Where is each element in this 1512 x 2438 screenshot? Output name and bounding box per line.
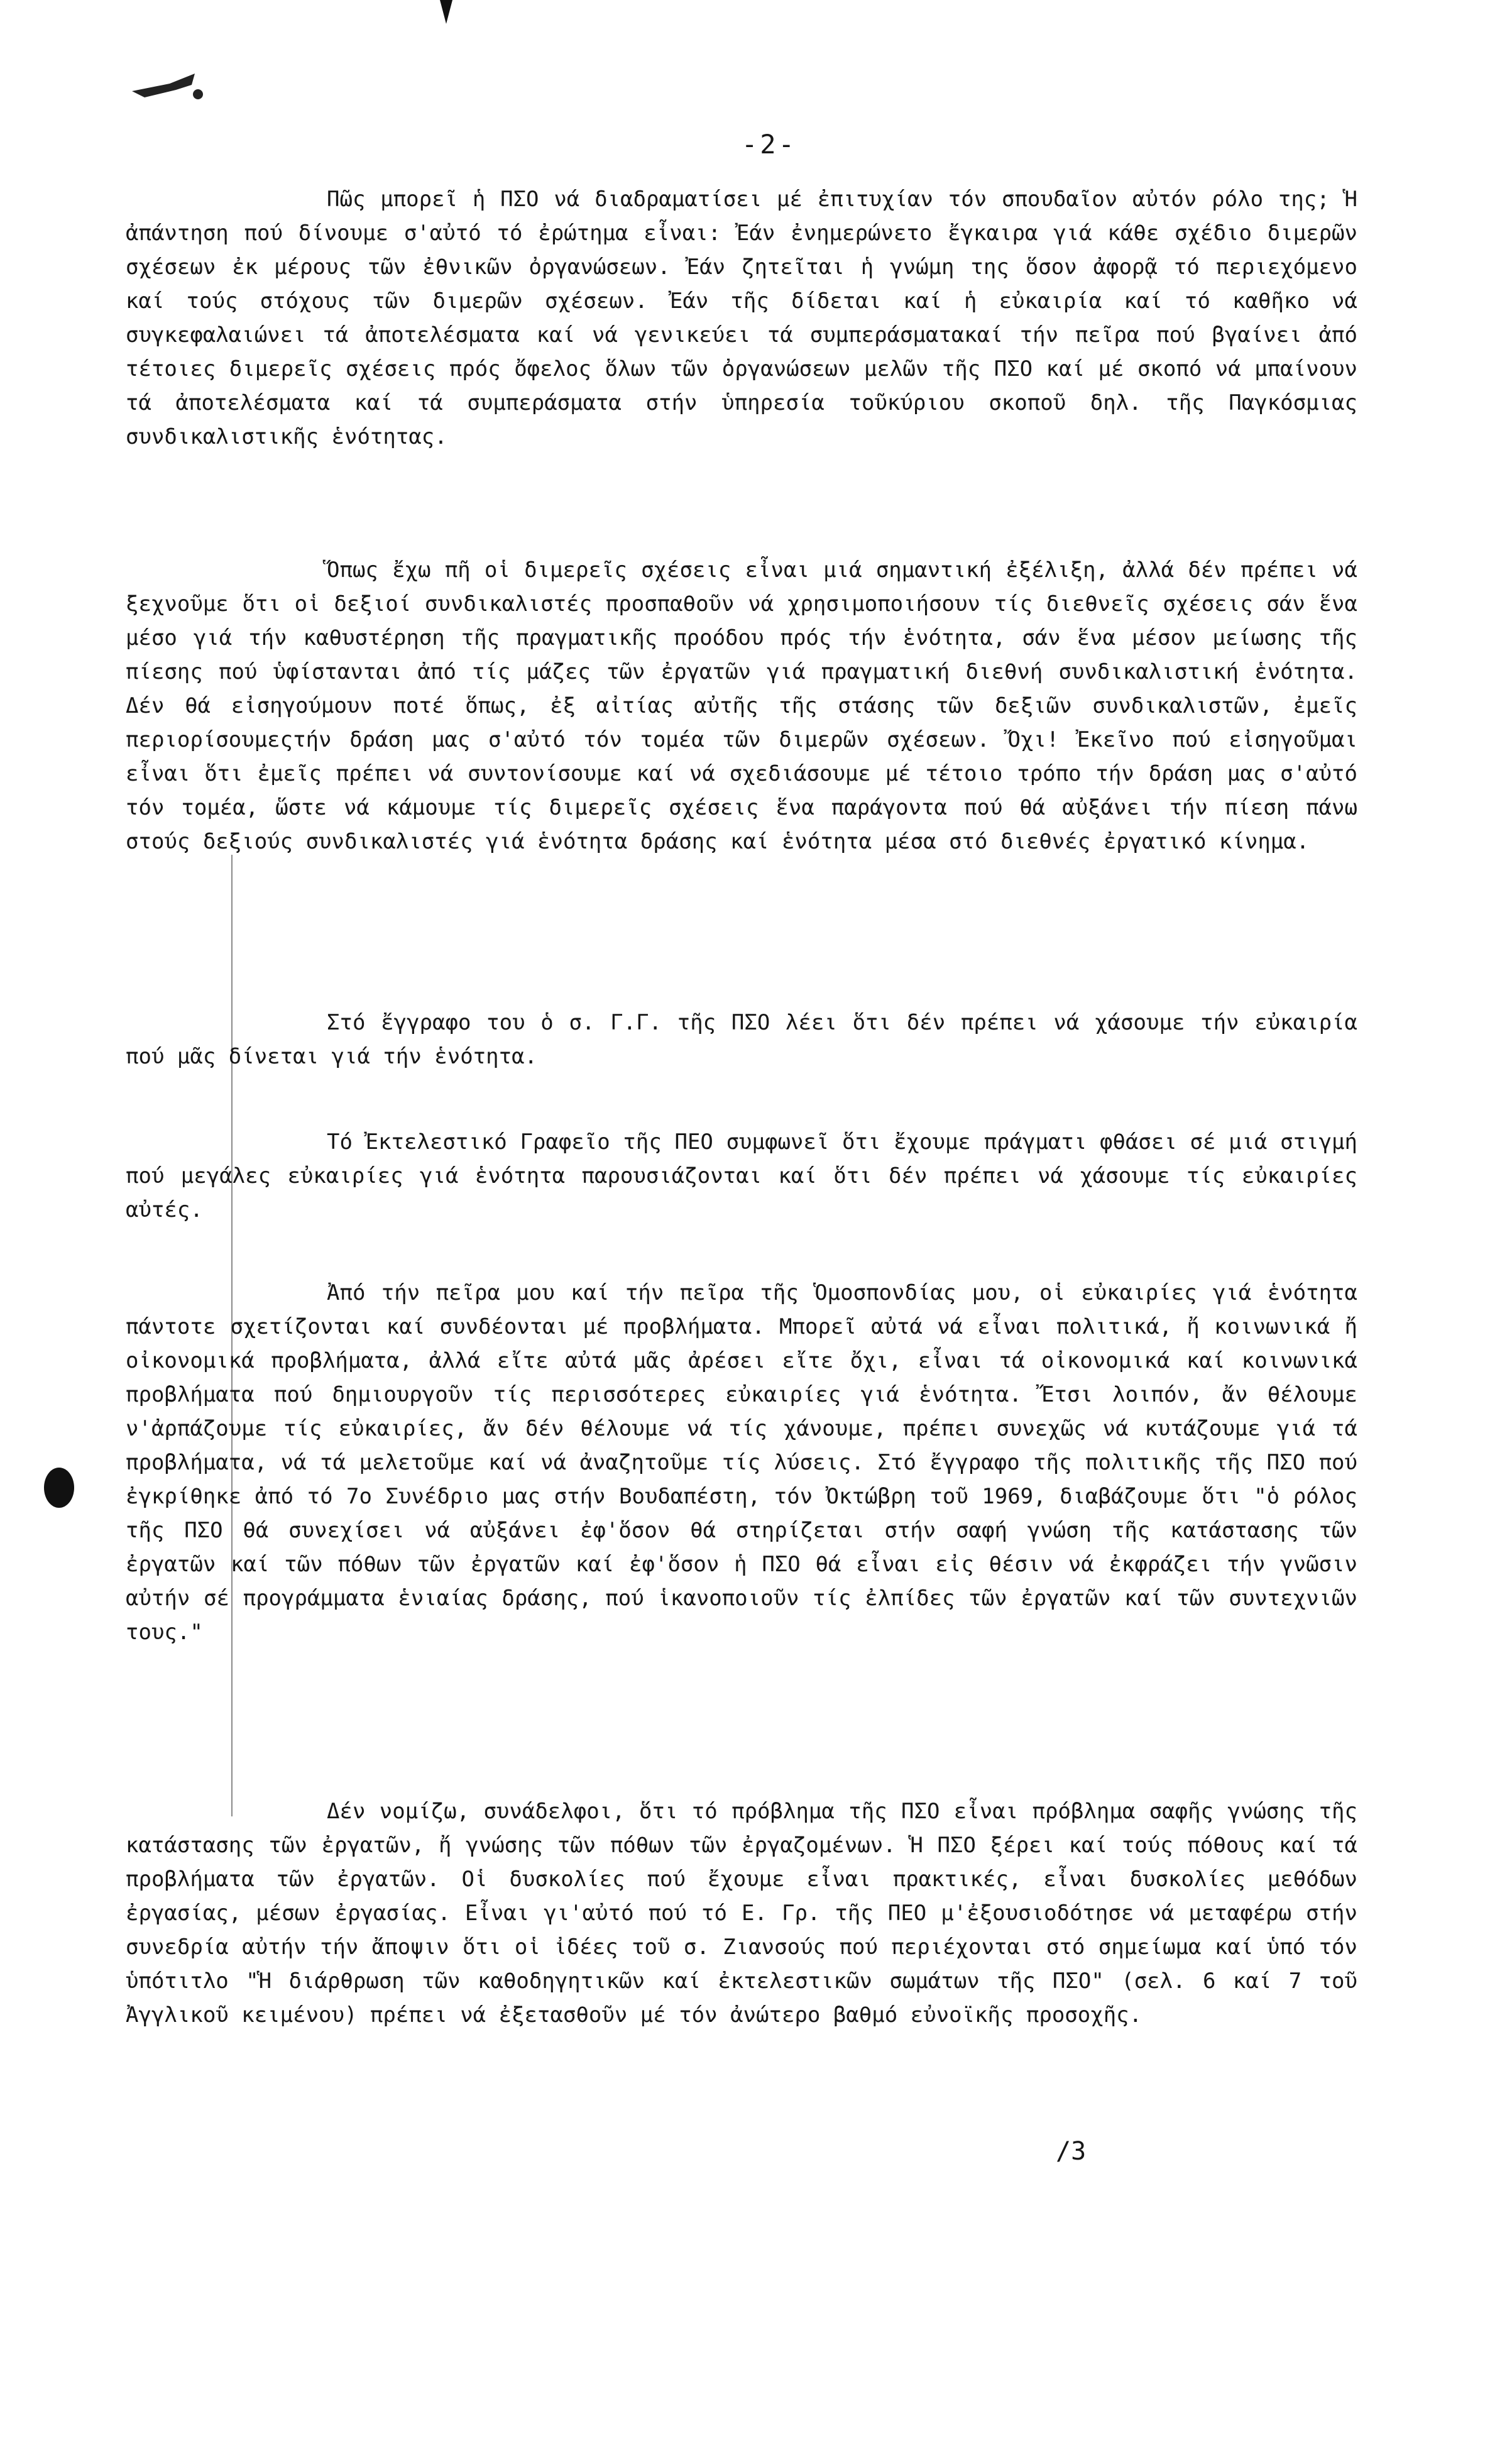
paragraph-2: Ὅπως ἔχω πῆ οἱ διμερεῖς σχέσεις εἶναι μιά σημαντική ἐξέλιξη, ἀλλά δέν πρέπει νά ξεχνοῦμε ὅτι οἱ δεξιοί συνδικαλιστές προσπαθοῦν νά χρησιμοποιήσουν τίς διεθνεῖς σχέσεις σάν ἕνα μέσο γιά τήν καθυστέρηση τῆς πραγματικῆς προόδου πρός τήν ἑνότητα, σάν ἕνα μέσον μείωσης τῆς πίεσης πού ὑφίστανται ἀπό τίς μάζες τῶν ἐργατῶν γιά πραγματική διεθνή συνδικαλιστική ἑνότητα. Δέν θά εἰσηγούμουν ποτέ ὅπως, ἐξ αἰτίας αὐτῆς τῆς στάσης τῶν δεξιῶν συνδικαλιστῶν, ἐμεῖς περιορίσουμεςτήν δράση μας σ'αὐτό τόν τομέα τῶν διμερῶν σχέσεων. Ὄχι! Ἐκεῖνο πού εἰσηγοῦμαι εἶναι ὅτι ἐμεῖς πρέπει νά συντονίσουμε καί νά σχεδιάσουμε μέ τέτοιο τρόπο τήν δράση μας σ'αὐτό τόν τομέα, ὥστε νά κάμουμε τίς διμερεῖς σχέσεις ἕνα παράγοντα πού θά αὐξάνει τήν πίεση πάνω στούς δεξιούς συνδικαλιστές γιά ἑνότητα δράσης καί ἑνότητα μέσα στό διεθνές ἐργατικό κίνημα. (126, 557, 1357, 854)
punch-hole-mark (44, 1468, 74, 1508)
paragraph-6: Δέν νομίζω, συνάδελφοι, ὅτι τό πρόβλημα τῆς ΠΣΟ εἶναι πρόβλημα σαφῆς γνώσης τῆς κατάστασης τῶν ἐργατῶν, ἤ γνώσης τῶν πόθων τῶν ἐργαζομένων. Ἡ ΠΣΟ ξέρει καί τούς πόθους καί τά προβλήματα τῶν ἐργατῶν. Οἱ δυσκολίες πού ἔχουμε εἶναι πρακτικές, εἶναι δυσκολίες μεθόδων ἐργασίας, μέσων ἐργασίας. Εἶναι γι'αὐτό πού τό Ε. Γρ. τῆς ΠΕΟ μ'ἐξουσιοδότησε νά μεταφέρω στήν συνεδρία αὐτήν τήν ἄποψιν ὅτι οἱ ἰδέες τοῦ σ. Ζιανσούς πού περιέχονται στό σημείωμα καί ὑπό τόν ὑπότιτλο "Ἡ διάρθρωση τῶν καθοδηγητικῶν καί ἐκτελεστικῶν σωμάτων τῆς ΠΣΟ" (σελ. 6 καί 7 τοῦ Ἀγγλικοῦ κειμένου) πρέπει νά ἐξετασθοῦν μέ τόν ἀνώτερο βαθμό εὐνοϊκῆς προσοχῆς. (126, 1799, 1357, 2028)
next-page-marker: /3 (1056, 2137, 1087, 2166)
page-number: -2- (742, 129, 797, 160)
paragraph-3: Στό ἔγγραφο του ὁ σ. Γ.Γ. τῆς ΠΣΟ λέει ὅτι δέν πρέπει νά χάσουμε τήν εὐκαιρία πού μᾶς δίνεται γιά τήν ἑνότητα. (126, 1010, 1357, 1069)
top-scan-mark (437, 0, 456, 25)
paragraph-4: Τό Ἐκτελεστικό Γραφεῖο τῆς ΠΕΟ συμφωνεῖ ὅτι ἔχουμε πράγματι φθάσει σέ μιά στιγμή πού μεγάλες εὐκαιρίες γιά ἑνότητα παρουσιάζονται καί ὅτι δέν πρέπει νά χάσουμε τίς εὐκαιρίες αὐτές. (126, 1129, 1357, 1222)
paragraph-1: Πῶς μπορεῖ ἡ ΠΣΟ νά διαδραματίσει μέ ἐπιτυχίαν τόν σπουδαῖον αὐτόν ρόλο της; Ἡ ἀπάντηση πού δίνουμε σ'αὐτό τό ἐρώτημα εἶναι: Ἐάν ἐνημερώνετο ἔγκαιρα γιά κάθε σχέδιο διμερῶν σχέσεων ἐκ μέρους τῶν ἐθνικῶν ὀργανώσεων. Ἐάν ζητεῖται ἡ γνώμη της ὅσον ἀφορᾷ τό περιεχόμενο καί τούς στόχους τῶν διμερῶν σχέσεων. Ἐάν τῆς δίδεται καί ἡ εὐκαιρία καί τό καθῆκο νά συγκεφαλαιώνει τά ἀποτελέσματα καί νά γενικεύει τά συμπεράσματακαί τήν πεῖρα πού βγαίνει ἀπό τέτοιες διμερεῖς σχέσεις πρός ὄφελος ὅλων τῶν ὀργανώσεων μελῶν τῆς ΠΣΟ καί μέ σκοπό νά μπαίνουν τά ἀποτελέσματα καί τά συμπεράσματα στήν ὑπηρεσία τοῦκύριου σκοποῦ δηλ. τῆς Παγκόσμιας συνδικαλιστικῆς ἑνότητας. (126, 187, 1357, 449)
corner-staple-mark (132, 72, 207, 104)
paragraph-5: Ἀπό τήν πεῖρα μου καί τήν πεῖρα τῆς Ὁμοσπονδίας μου, οἱ εὐκαιρίες γιά ἑνότητα πάντοτε σχετίζονται καί συνδέονται μέ προβλήματα. Μπορεῖ αὐτά νά εἶναι πολιτικά, ἤ κοινωνικά ἤ οἰκονομικά προβλήματα, ἀλλά εἴτε αὐτά μᾶς ἀρέσει εἴτε ὄχι, εἶναι τά οἰκονομικά καί κοινωνικά προβλήματα πού δημιουργοῦν τίς περισσότερες εὐκαιρίες γιά ἑνότητα. Ἔτσι λοιπόν, ἄν θέλουμε ν'ἀρπάζουμε τίς εὐκαιρίες, ἄν δέν θέλουμε νά τίς χάνουμε, πρέπει συνεχῶς νά κυτάζουμε γιά τά προβλήματα, νά τά μελετοῦμε καί νά ἀναζητοῦμε τίς λύσεις. Στό ἔγγραφο τῆς πολιτικῆς τῆς ΠΣΟ πού ἐγκρίθηκε ἀπό τό 7ο Συνέδριο μας στήν Βουδαπέστη, τόν Ὀκτώβρη τοῦ 1969, διαβάζουμε ὅτι "ὁ ρόλος τῆς ΠΣΟ θά συνεχίσει νά αὐξάνει ἐφ'ὅσον θά στηρίζεται στήν σαφή γνώση τῆς κατάστασης τῶν ἐργατῶν καί τῶν πόθων τῶν ἐργατῶν καί ἐφ'ὅσον ἡ ΠΣΟ θά εἶναι εἰς θέσιν νά ἐκφράζει τήν γνῶσιν αὐτήν σέ προγράμματα ἑνιαίας δράσης, πού ἱκανοποιοῦν τίς ἐλπίδες τῶν ἐργατῶν καί τῶν συντεχνιῶν τους." (126, 1280, 1357, 1645)
